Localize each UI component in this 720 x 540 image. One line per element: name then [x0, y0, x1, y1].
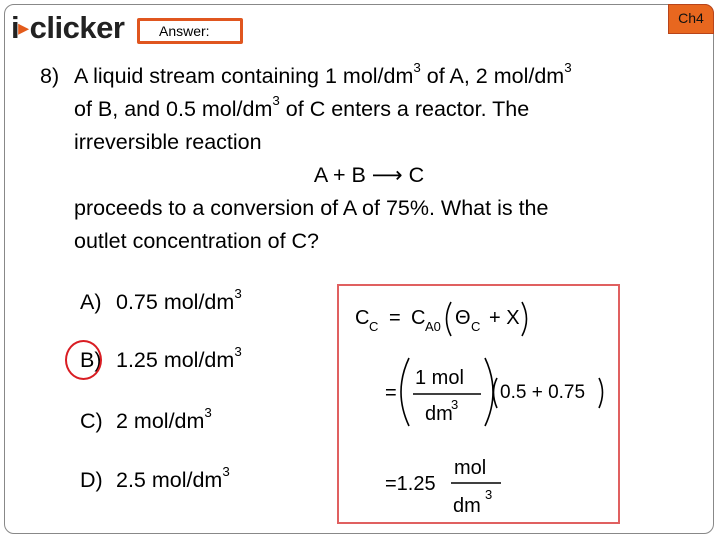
superscript: 3 — [413, 59, 421, 75]
choice-letter: B) — [80, 348, 102, 372]
question-line-2 — [74, 93, 704, 126]
choice-letter: C) — [80, 409, 103, 433]
fraction-den-2: dm — [425, 403, 453, 425]
choice-letter: A) — [80, 290, 102, 314]
question-text — [74, 60, 704, 258]
paren-right-2 — [485, 358, 493, 426]
question-number: 8) — [40, 64, 60, 88]
question-line-1 — [74, 60, 704, 93]
paren-right-1 — [522, 302, 527, 336]
result-value: =1.25 — [385, 473, 436, 495]
c-a0: C — [411, 307, 426, 329]
superscript: 3 — [234, 285, 242, 301]
selected-answer-circle — [65, 340, 102, 380]
paren-left-3 — [494, 378, 498, 408]
iclicker-logo — [11, 12, 124, 43]
superscript: 3 — [564, 59, 572, 75]
chapter-tag: Ch4 — [668, 4, 714, 34]
solution-box — [337, 284, 620, 524]
theta: Θ — [455, 307, 471, 329]
text-run: of B, and 0.5 mol/dm — [74, 97, 273, 121]
fraction-den-3: dm — [453, 495, 481, 517]
text-run: of C enters a reactor. The — [279, 97, 530, 121]
lhs-sub: C — [369, 319, 379, 334]
paren-right-3 — [599, 378, 603, 408]
paren-left-1 — [447, 302, 452, 336]
fraction-den-sup-3: 3 — [485, 487, 493, 502]
text-run: A liquid stream containing 1 mol/dm — [74, 64, 414, 88]
logo-prefix: i — [11, 10, 20, 45]
eq-sign-1: = — [389, 307, 401, 329]
plus-x: + X — [489, 307, 520, 329]
superscript: 3 — [222, 463, 230, 479]
choice-value: 2 mol/dm — [116, 409, 205, 433]
superscript: 3 — [272, 92, 280, 108]
answer-label: Answer: — [159, 23, 210, 39]
paren-sum: 0.5 + 0.75 — [500, 382, 586, 403]
choice-c[interactable] — [80, 404, 212, 435]
question-line-3: irreversible reaction — [74, 130, 262, 154]
answer-box — [137, 18, 243, 44]
c-a0-sub: A0 — [425, 319, 441, 334]
reaction-equation: A + B ⟶ C — [313, 163, 425, 187]
choice-letter: D) — [80, 468, 103, 492]
choice-value: 0.75 mol/dm — [116, 290, 235, 314]
choice-value: 2.5 mol/dm — [116, 468, 223, 492]
choice-value: 1.25 mol/dm — [116, 348, 235, 372]
logo-suffix: clicker — [29, 10, 125, 45]
theta-sub: C — [471, 319, 481, 334]
superscript: 3 — [204, 404, 212, 420]
choice-a[interactable] — [80, 285, 242, 316]
text-run: of A, 2 mol/dm — [420, 64, 565, 88]
solution-equations — [339, 286, 618, 522]
choice-d[interactable] — [80, 463, 230, 494]
fraction-den-sup-2: 3 — [451, 397, 459, 412]
choice-b[interactable] — [80, 343, 242, 374]
fraction-num-3: mol — [454, 457, 487, 479]
question-line-4: proceeds to a conversion of A of 75%. What is the — [74, 196, 549, 220]
question-line-5: outlet concentration of C? — [74, 229, 320, 253]
eq-sign-2: = — [385, 382, 397, 404]
fraction-num-2: 1 mol — [415, 367, 464, 389]
paren-left-2 — [401, 358, 409, 426]
superscript: 3 — [234, 343, 242, 359]
logo-arrow-icon: ▸ — [18, 15, 29, 40]
lhs-c: C — [355, 307, 370, 329]
